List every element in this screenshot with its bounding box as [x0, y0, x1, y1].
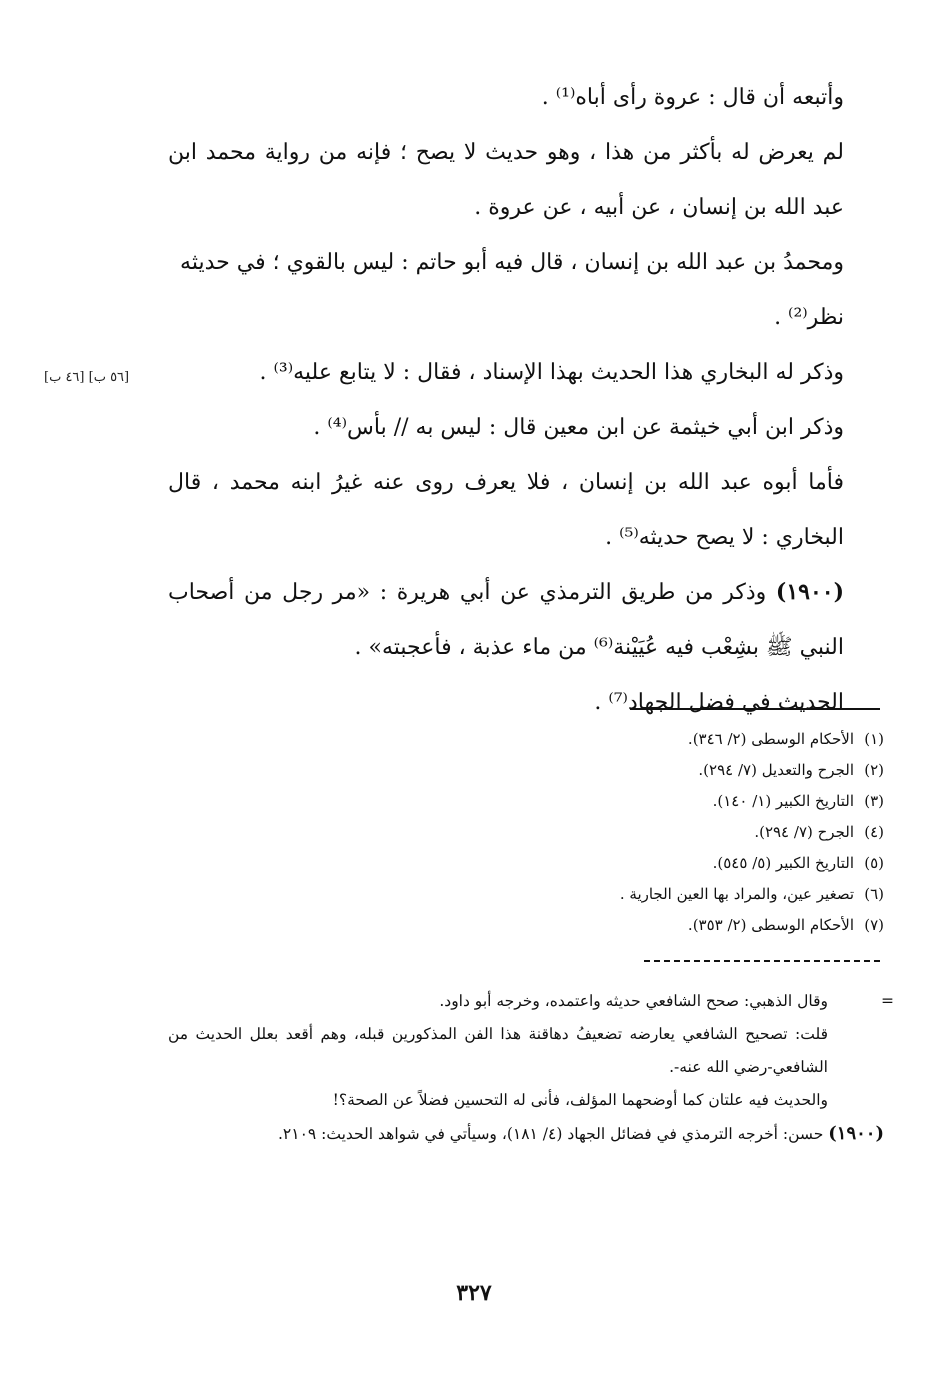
footnote-6 — [400, 879, 884, 910]
page-number: ٣٢٧ — [456, 1280, 492, 1306]
editor-note-line: والحديث فيه علتان كما أوضحهما المؤلف، فأنى له التحسين فضلاً عن الصحة؟! — [332, 1091, 828, 1109]
editor-notes — [168, 985, 894, 1151]
footnote-3 — [400, 786, 884, 817]
paragraph-7 — [168, 565, 844, 675]
footnote-text: الأحكام الوسطى (٢/ ٣٥٣). — [687, 916, 854, 934]
footnotes — [400, 724, 884, 941]
paragraph-4: وذكر له البخاري هذا الحديث بهذا الإسناد ، فقال : لا يتابع عليه⁽³⁾ . — [259, 360, 844, 385]
footnote-separator — [630, 708, 880, 710]
paragraph-6: فأما أبوه عبد الله بن إنسان ، فلا يعرف روى عنه غيرُ ابنه محمد ، قال البخاري : لا يصح حديثه⁽⁵⁾ . — [168, 470, 844, 550]
hadith-text: وذكر من طريق الترمذي عن أبي هريرة : «مر رجل من أصحاب النبي ﷺ بشِعْب فيه عُيَيْنة⁽⁶⁾ من ماء عذبة ، فأعجبته» . — [168, 580, 844, 660]
hadith-number: (١٩٠٠) — [828, 1123, 884, 1144]
hadith-grading-text: حسن: أخرجه الترمذي في فضائل الجهاد (٤/ ١٨١)، وسيأتي في شواهد الحديث: ٢١٠٩. — [277, 1125, 824, 1143]
footnote-number: (٤) — [864, 823, 884, 841]
footnote-number: (٧) — [864, 916, 884, 934]
editor-note-line: وقال الذهبي: صحح الشافعي حديثه واعتمده، وخرجه أبو داود. — [439, 992, 828, 1010]
footnote-text: التاريخ الكبير (٥/ ٥٤٥). — [712, 854, 854, 872]
footnote-text: التاريخ الكبير (١/ ١٤٠). — [712, 792, 854, 810]
continuation-mark: = — [881, 992, 894, 1010]
footnote-text: الجرح (٧/ ٢٩٤). — [754, 823, 854, 841]
footnote-text: الجرح والتعديل (٧/ ٢٩٤). — [698, 761, 854, 779]
footnote-4 — [400, 817, 884, 848]
footnote-7 — [400, 910, 884, 941]
footnote-number: (١) — [864, 730, 884, 748]
footnote-number: (٥) — [864, 854, 884, 872]
paragraph-5: وذكر ابن أبي خيثمة عن ابن معين قال : ليس به // بأس⁽⁴⁾ . — [313, 415, 844, 440]
footnote-text: الأحكام الوسطى (٢/ ٣٤٦). — [687, 730, 854, 748]
paragraph-8: الحديث في فضل الجهاد⁽⁷⁾ . — [594, 690, 844, 715]
footnote-1 — [400, 724, 884, 755]
footnote-text: تصغير عين، والمراد بها العين الجارية . — [619, 885, 854, 903]
editor-note-line: قلت: تصحيح الشافعي يعارضه تضعيفُ دهاقنة هذا الفن المذكورين قبله، وهم أقعد بعلل الحديث من الشافعي-رضي الله عنه-. — [168, 1025, 828, 1076]
footnote-number: (٢) — [864, 761, 884, 779]
main-text — [168, 70, 844, 730]
hadith-grading-note — [168, 1117, 884, 1151]
hadith-number: (١٩٠٠) — [775, 579, 844, 605]
footnote-number: (٦) — [864, 885, 884, 903]
paragraph-2: لم يعرض له بأكثر من هذا ، وهو حديث لا يصح ؛ فإنه من رواية محمد ابن عبد الله بن إنسان ، عن أبيه ، عن عروة . — [168, 140, 844, 220]
footnote-5 — [400, 848, 884, 879]
footnote-number: (٣) — [864, 792, 884, 810]
paragraph-3: ومحمدُ بن عبد الله بن إنسان ، قال فيه أبو حاتم : ليس بالقوي ؛ في حديثه نظر⁽²⁾ . — [180, 250, 844, 330]
footnote-2 — [400, 755, 884, 786]
margin-folio-note: [٥٦ ب] [٤٦ ب] — [44, 370, 130, 385]
paragraph-1: وأتبعه أن قال : عروة رأى أباه⁽¹⁾ . — [541, 85, 844, 110]
editor-notes-separator — [644, 960, 880, 962]
